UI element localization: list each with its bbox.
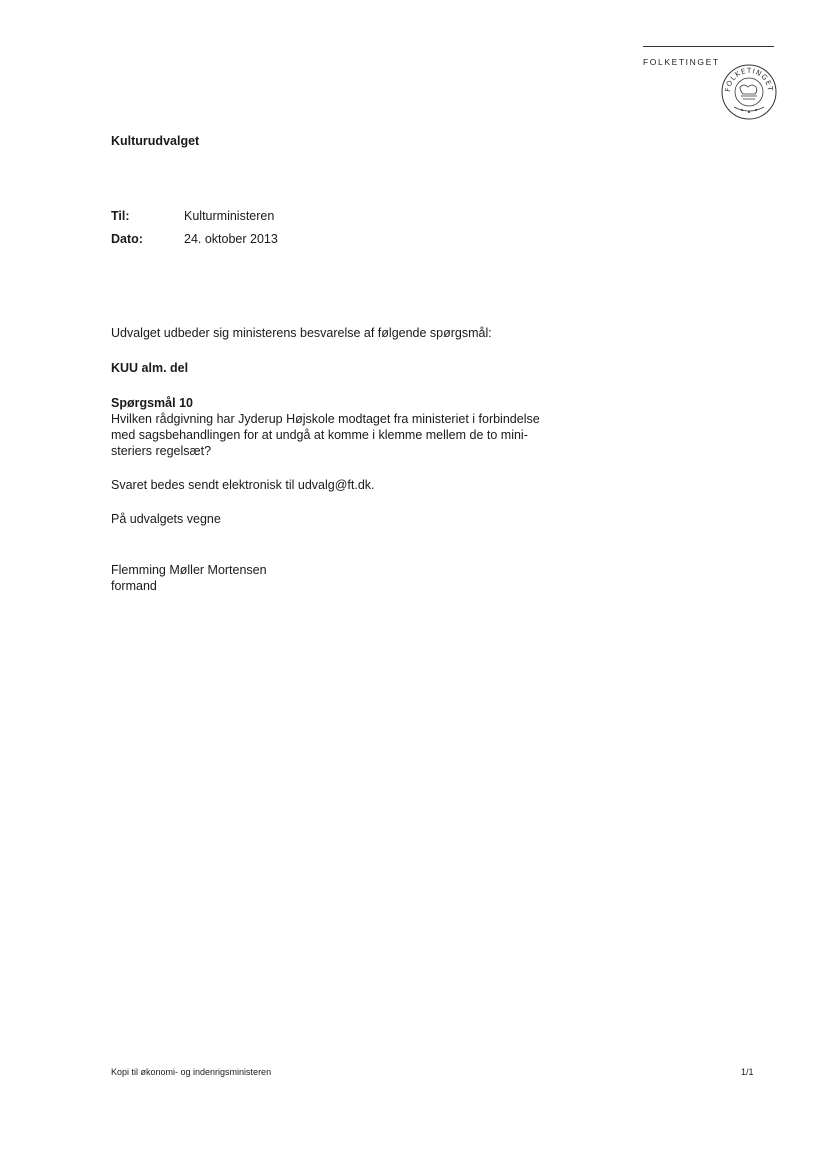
page-number: 1/1 [741, 1067, 754, 1077]
date-label: Dato: [111, 232, 143, 246]
parliament-seal-icon [720, 63, 778, 121]
signatory-name: Flemming Møller Mortensen [111, 563, 267, 577]
signatory-title: formand [111, 579, 157, 593]
question-title: Spørgsmål 10 [111, 396, 193, 410]
header-rule [643, 46, 774, 47]
committee-title: Kulturudvalget [111, 134, 200, 148]
intro-text: Udvalget udbeder sig ministerens besvarelse af følgende spørgsmål: [111, 326, 492, 340]
to-label: Til: [111, 209, 130, 223]
reply-instruction: Svaret bedes sendt elektronisk til udvalg@ft.dk. [111, 478, 375, 492]
case-reference: KUU alm. del [111, 361, 189, 375]
brand-name: FOLKETINGET [643, 57, 720, 67]
date-value: 24. oktober 2013 [184, 232, 278, 246]
closing-text: På udvalgets vegne [111, 512, 221, 526]
footer-copy-to: Kopi til økonomi- og indenrigsministeren [111, 1067, 272, 1077]
question-line: med sagsbehandlingen for at undgå at komme i klemme mellem de to mini- [111, 428, 528, 442]
question-line: Hvilken rådgivning har Jyderup Højskole modtaget fra ministeriet i forbindelse [111, 412, 540, 426]
to-value: Kulturministeren [184, 209, 275, 223]
question-line: steriers regelsæt? [111, 444, 212, 458]
svg-text:FOLKETINGET: FOLKETINGET [723, 66, 775, 93]
